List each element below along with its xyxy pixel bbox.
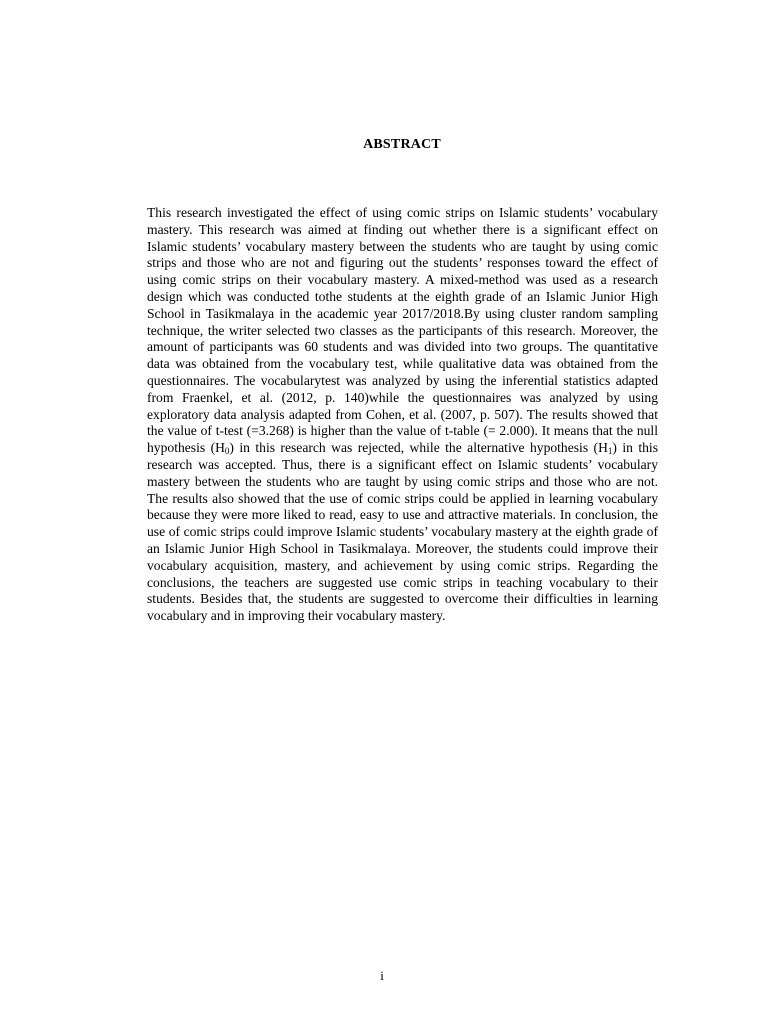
abstract-text-part-3: ) in this research was accepted. Thus, there is a significant effect on Islamic students’ vocabulary mastery between the students who are taught by using comic strips and those who are not. The results also showed that the use of comic strips could be applied in learning vocabulary because they were more liked to read, easy to use and attractive materials. In conclusion, the use of comic strips could improve Islamic students’ vocabulary mastery at the eighth grade of an Islamic Junior High School in Tasikmalaya. Moreover, the students could improve their vocabulary acquisition, mastery, and achievement by using comic strips. Regarding the conclusions, the teachers are suggested use comic strips in teaching vocabulary to their students. Besides that, the students are suggested to overcome their difficulties in learning vocabulary and in improving their vocabulary mastery. [147, 440, 658, 624]
null-hypothesis-subscript: 0 [224, 446, 230, 457]
alternative-hypothesis-subscript: 1 [607, 446, 613, 457]
page-number: i [380, 968, 384, 983]
abstract-body [147, 205, 658, 625]
abstract-title: ABSTRACT [363, 137, 441, 152]
abstract-text-part-1: This research investigated the effect of using comic strips on Islamic students’ vocabulary mastery. This research was aimed at finding out whether there is a significant effect on Islamic students’ vocabulary mastery between the students who are taught by using comic strips and those who are not and figuring out the students’ responses toward the effect of using comic strips on their vocabulary mastery. A mixed-method was used as a research design which was conducted tothe students at the eighth grade of an Islamic Junior High School in Tasikmalaya in the academic year 2017/2018.By using cluster random sampling technique, the writer selected two classes as the participants of this research. Moreover, the amount of participants was 60 students and was divided into two groups. The quantitative data was obtained from the vocabulary test, while qualitative data was obtained from the questionnaires. The vocabularytest was analyzed by using the inferential statistics adapted from Fraenkel, et al. (2012, p. 140)while the questionnaires was analyzed by using exploratory data analysis adapted from Cohen, et al. (2007, p. 507). The results showed that the value of t-test (=3.268) is higher than the value of t-table (= 2.000). It means that the null hypothesis (H [147, 205, 658, 456]
abstract-text-part-2: ) in this research was rejected, while the alternative hypothesis (H [229, 440, 608, 456]
